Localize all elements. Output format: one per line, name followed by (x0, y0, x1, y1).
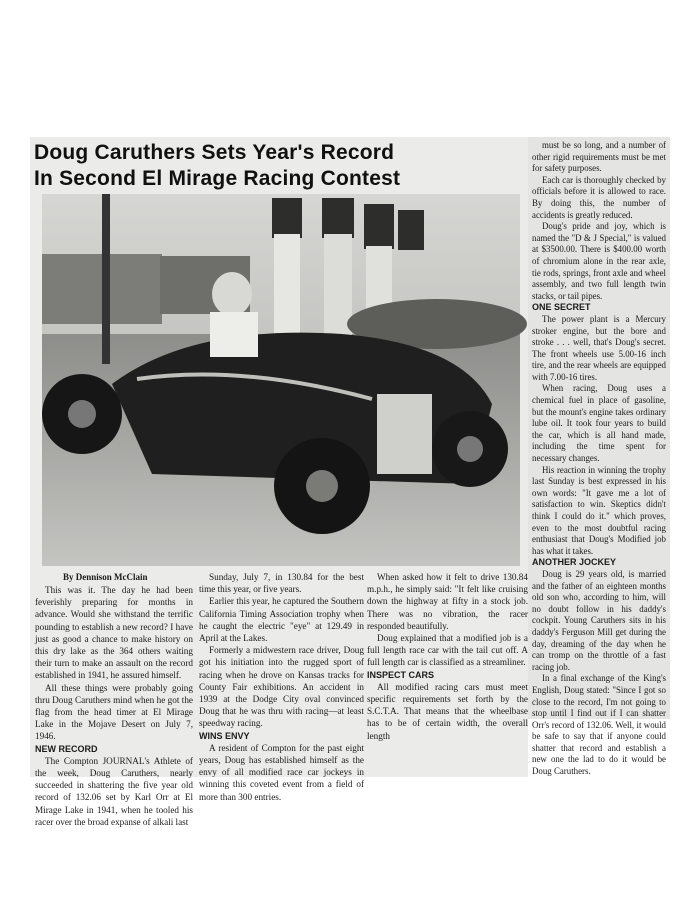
race-car-photo (42, 194, 520, 566)
paragraph: Sunday, July 7, in 130.84 for the best time this year, or five years. (199, 572, 364, 595)
paragraph: All these things were probably going thru Doug Caruthers mind when he got the flag from the head timer at El Mirage Lake in the Mojave Desert on July 7, 1946. (35, 682, 193, 742)
paragraph: In a final exchange of the King's English, Doug stated: "Since I got so close to the record, I'm not going to stop until I find out if I can shatter Orr's record of 132.06. Well, it would be safe to say that if anyone could shatter that record and establish a new one the lad to do it would be Doug Caruthers. (532, 673, 666, 777)
paragraph: This was it. The day he had been feverishly preparing for months in advance. Would she withstand the terrific pounding to establish a new record? I have just as good a chance to make history on this dry lake as the 364 others waiting their turn to make an assault on the record established in 1941, he assured himself. (35, 585, 193, 681)
article-column-2 (199, 571, 364, 803)
subheading: INSPECT CARS (367, 669, 435, 680)
article-column-4 (532, 140, 666, 777)
paragraph: The Compton JOURNAL's Athlete of the week, Doug Caruthers, nearly succeeded in shattering the five year old record of 132.06 set by Karl Orr at El Mirage Lake in 1941, when he tooled his racer over the broad expanse of alkali last (35, 755, 193, 827)
paragraph: Doug is 29 years old, is married and the father of an eighteen months old son who, according to him, will no doubt follow in his daddy's cockpit. Young Caruthers sits in his daddy's Ferguson Mill get during the day, dreaming of the day when he can tromp on the throttle of a fast racing job. (532, 568, 666, 672)
paragraph: All modified racing cars must meet specific requirements set forth by the S.C.T.A. That means that the wheelbase has to be of certain width, the overall length (367, 681, 528, 741)
paragraph: When asked how it felt to drive 130.84 m.p.h., he simply said: "It felt like cruising down the highway at fifty in a stock job. There was no vibration, the racer responded beautifully. (367, 572, 528, 631)
paragraph: Each car is thoroughly checked by officials before it is allowed to race. By doing this, the number of accidents is greatly reduced. (532, 174, 666, 220)
paragraph: His reaction in winning the trophy last Sunday is best expressed in his own words: "It gave me a lot of satisfaction to win. Skeptics didn't think I could do it." which proves, even to the most doubtful racing enthusiast that Doug's Modified job has what it takes. (532, 464, 666, 556)
headline-line-1: Doug Caruthers Sets Year's Record (34, 141, 395, 164)
subheading: ONE SECRET (532, 302, 591, 313)
article-column-3 (367, 571, 528, 742)
paragraph: Doug's pride and joy, which is named the "D & J Special," is valued at $3500.00. There is $400.00 worth of chromium alone in the rear axle, tie rods, springs, front axle and wheel assembly, and two full length twin stacks, or tail pipes. (532, 221, 666, 301)
race-car-photo-icon (42, 194, 520, 566)
paragraph: must be so long, and a number of other rigid requirements must be met for safety purposes. (532, 140, 666, 174)
headline (34, 140, 522, 192)
paragraph: A resident of Compton for the past eight years, Doug has established himself as the envy of all modified race car jockeys in winning this coveted event from a field of more than 300 entries. (199, 742, 364, 802)
subheading: WINS ENVY (199, 730, 250, 741)
paragraph: Earlier this year, he captured the Southern California Timing Association trophy when he caught the electric "eye" at 129.49 in April at the Lakes. (199, 596, 364, 644)
paragraph: When racing, Doug uses a chemical fuel in place of gasoline, but the mount's engine takes ordinary lube oil. It took four years to build the car, which is all hand made, including the time spent for necessary changes. (532, 383, 666, 464)
subheading: ANOTHER JOCKEY (532, 557, 617, 568)
byline: By Dennison McClain (63, 572, 148, 582)
article-column-1 (35, 584, 193, 828)
paragraph: The power plant is a Mercury stroker engine, but the bore and stroke . . . well, that's Doug's secret. The front wheels use 5.00-16 inch tire, and the rear wheels are equipped with 7.00-16 tires. (532, 313, 666, 382)
paragraph: Formerly a midwestern race driver, Doug got his initiation into the rugged sport of racing when he drove on Kansas tracks for County Fair exhibitions. An accident in 1939 at the Dodge City oval convinced Doug that he was thru with racing—at least speedway racing. (199, 645, 364, 729)
headline-line-2: In Second El Mirage Racing Contest (34, 167, 401, 190)
subheading: NEW RECORD (35, 743, 98, 754)
paragraph: Doug explained that a modified job is a full length race car with the tail cut off. A full length car is classified as a streamliner. (367, 633, 528, 668)
